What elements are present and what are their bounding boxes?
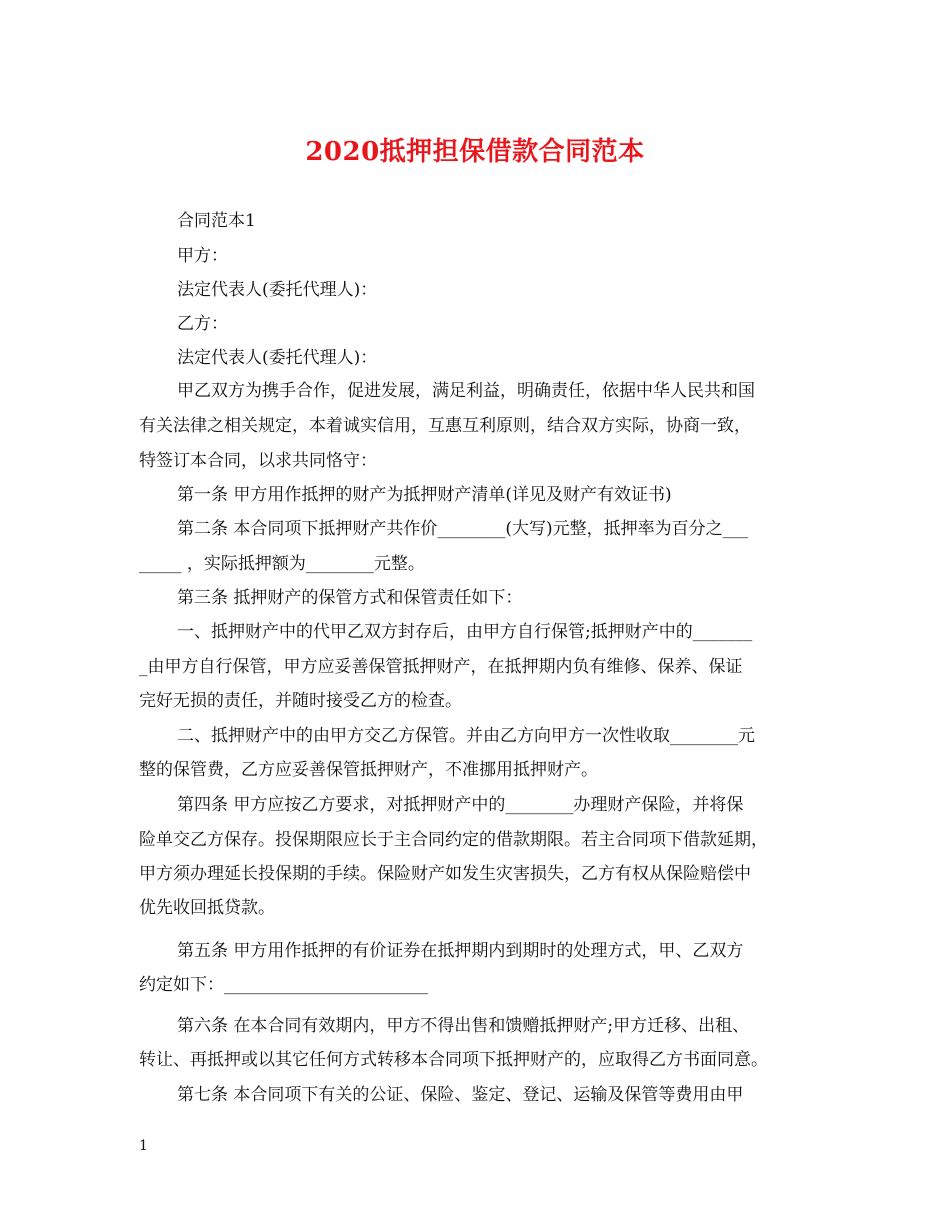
text-line: 第一条 甲方用作抵押的财产为抵押财产清单(详见及财产有效证书): [177, 485, 672, 505]
text-line: 乙方：: [177, 314, 228, 334]
text-line: 优先收回抵贷款。: [139, 898, 275, 918]
text-line: 第五条 甲方用作抵押的有价证券在抵押期内到期时的处理方式，甲、乙双方: [177, 941, 744, 961]
text-line: 二、抵押财产中的由甲方交乙方保管。并由乙方向甲方一次性收取________元: [177, 726, 755, 746]
text-line: 第二条 本合同项下抵押财产共作价________(大写)元整，抵押率为百分之___: [177, 519, 749, 539]
text-line: 第六条 在本合同有效期内，甲方不得出售和馈赠抵押财产;甲方迁移、出租、: [177, 1016, 750, 1036]
text-line: 甲方须办理延长投保期的手续。保险财产如发生灾害损失，乙方有权从保险赔偿中: [139, 864, 751, 884]
text-line: 一、抵押财产中的代甲乙双方封存后，由甲方自行保管;抵押财产中的_______: [177, 622, 753, 642]
page-number: 1: [139, 1138, 148, 1154]
text-line: 特签订本合同，以求共同恪守：: [139, 451, 377, 471]
text-line: 甲方：: [177, 246, 228, 266]
text-line: 约定如下：________________________: [139, 975, 428, 995]
text-line: 有关法律之相关规定，本着诚实信用，互惠互利原则，结合双方实际，协商一致，: [139, 416, 751, 436]
text-line: 甲乙双方为携手合作，促进发展，满足利益，明确责任，依据中华人民共和国: [177, 381, 755, 401]
text-line: 第四条 甲方应按乙方要求，对抵押财产中的________办理财产保险，并将保: [177, 795, 744, 815]
text-line: _____ ，实际抵押额为________元整。: [139, 554, 425, 574]
text-line: 第三条 抵押财产的保管方式和保管责任如下：: [177, 588, 523, 608]
document-title: 2020抵押担保借款合同范本: [305, 137, 645, 167]
text-line: 整的保管费，乙方应妥善保管抵押财产，不准挪用抵押财产。: [139, 760, 598, 780]
text-line: 法定代表人(委托代理人)：: [177, 280, 378, 300]
text-line: 转让、再抵押或以其它任何方式转移本合同项下抵押财产的，应取得乙方书面同意。: [139, 1050, 768, 1070]
text-line: 法定代表人(委托代理人)：: [177, 348, 378, 368]
text-line: _由甲方自行保管，甲方应妥善保管抵押财产，在抵押期内负有维修、保养、保证: [139, 657, 743, 677]
text-line: 险单交乙方保存。投保期限应长于主合同约定的借款期限。若主合同项下借款延期，: [139, 830, 768, 850]
text-line: 完好无损的责任，并随时接受乙方的检查。: [139, 691, 462, 711]
text-line: 第七条 本合同项下有关的公证、保险、鉴定、登记、运输及保管等费用由甲: [177, 1085, 744, 1105]
text-line: 合同范本1: [177, 211, 256, 231]
